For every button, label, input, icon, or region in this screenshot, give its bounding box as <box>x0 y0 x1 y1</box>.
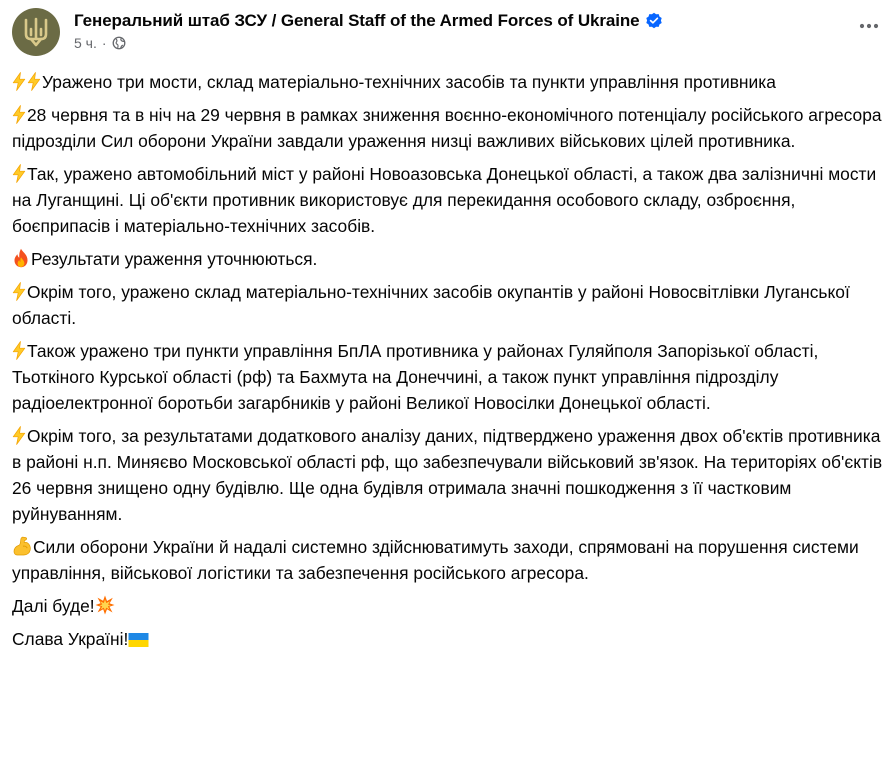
post-paragraph <box>12 423 892 527</box>
post-timestamp[interactable]: 5 ч. <box>74 35 97 51</box>
verified-badge-icon <box>645 12 663 30</box>
paragraph-text: Сили оборони України й надалі системно здійснюватимуть заходи, спрямовані на порушення системи управління, військової логістики та забезпечення російського агресора. <box>12 537 859 583</box>
paragraph-text: Уражено три мости, склад матеріально-технічних засобів та пункти управління противника <box>42 72 776 92</box>
globe-icon[interactable] <box>112 36 126 50</box>
post-paragraph <box>12 279 892 331</box>
fire-emoji-icon <box>12 248 30 268</box>
lightning-emoji-icon <box>12 72 26 91</box>
post-paragraph <box>12 161 892 239</box>
ukraine-flag-emoji-icon <box>128 632 149 648</box>
post-header <box>12 8 885 58</box>
author-line <box>74 11 663 31</box>
post-meta <box>74 35 126 51</box>
lightning-emoji-icon <box>12 105 26 124</box>
page-avatar[interactable] <box>12 8 60 56</box>
more-options-button[interactable] <box>857 14 881 38</box>
post-paragraph <box>12 69 892 95</box>
author-name[interactable]: Генеральний штаб ЗСУ / General Staff of the Armed Forces of Ukraine <box>74 11 640 30</box>
post-paragraph <box>12 593 892 619</box>
paragraph-text: Далі буде! <box>12 596 95 616</box>
paragraph-text: 28 червня та в ніч на 29 червня в рамках зниження воєнно-економічного потенціалу російського агресора підрозділи Сил оборони України завдали ураження низці важливих військових цілей противника. <box>12 105 882 151</box>
lightning-emoji-icon <box>12 426 26 445</box>
collision-emoji-icon <box>95 595 115 615</box>
more-horizontal-icon <box>859 23 879 29</box>
paragraph-text: Так, уражено автомобільний міст у районі Новоазовська Донецької області, а також два залізничні мости на Луганщині. Ці об'єкти противник використовує для перекидання особового складу, озброєння, боєприпасів і матеріально-технічних засобів. <box>12 164 877 236</box>
post-paragraph <box>12 102 892 154</box>
lightning-emoji-icon <box>12 164 26 183</box>
paragraph-text: Слава Україні! <box>12 629 129 649</box>
post-body <box>12 69 892 659</box>
post-paragraph <box>12 626 892 652</box>
paragraph-text: Результати ураження уточнюються. <box>31 249 318 269</box>
paragraph-text: Також уражено три пункти управління БпЛА противника у районах Гуляйполя Запорізької області, Тьоткіного Курської області (рф) та Бахмута на Донеччині, а також пункт управління підрозділу радіоелектронної боротьби загарбників у районі Великої Новосілки Донецької області. <box>12 341 819 413</box>
post-paragraph <box>12 534 892 586</box>
lightning-emoji-icon <box>12 341 26 360</box>
lightning-emoji-icon <box>27 72 41 91</box>
lightning-emoji-icon <box>12 282 26 301</box>
post-paragraph <box>12 246 892 272</box>
post-paragraph <box>12 338 892 416</box>
meta-separator: · <box>101 35 107 51</box>
paragraph-text: Окрім того, за результатами додаткового аналізу даних, підтверджено ураження двох об'єктів противника в районі н.п. Миняєво Московської області рф, що забезпечували військовий зв'язок. На територіях об'єктів 26 червня знищено одну будівлю. Ще одна будівля отримала значні пошкодження з її частковим руйнуванням. <box>12 426 883 524</box>
paragraph-text: Окрім того, уражено склад матеріально-технічних засобів окупантів у районі Новосвітлівки Луганської області. <box>12 282 850 328</box>
trident-emblem-icon <box>23 17 49 47</box>
flexed-biceps-emoji-icon <box>12 536 32 556</box>
